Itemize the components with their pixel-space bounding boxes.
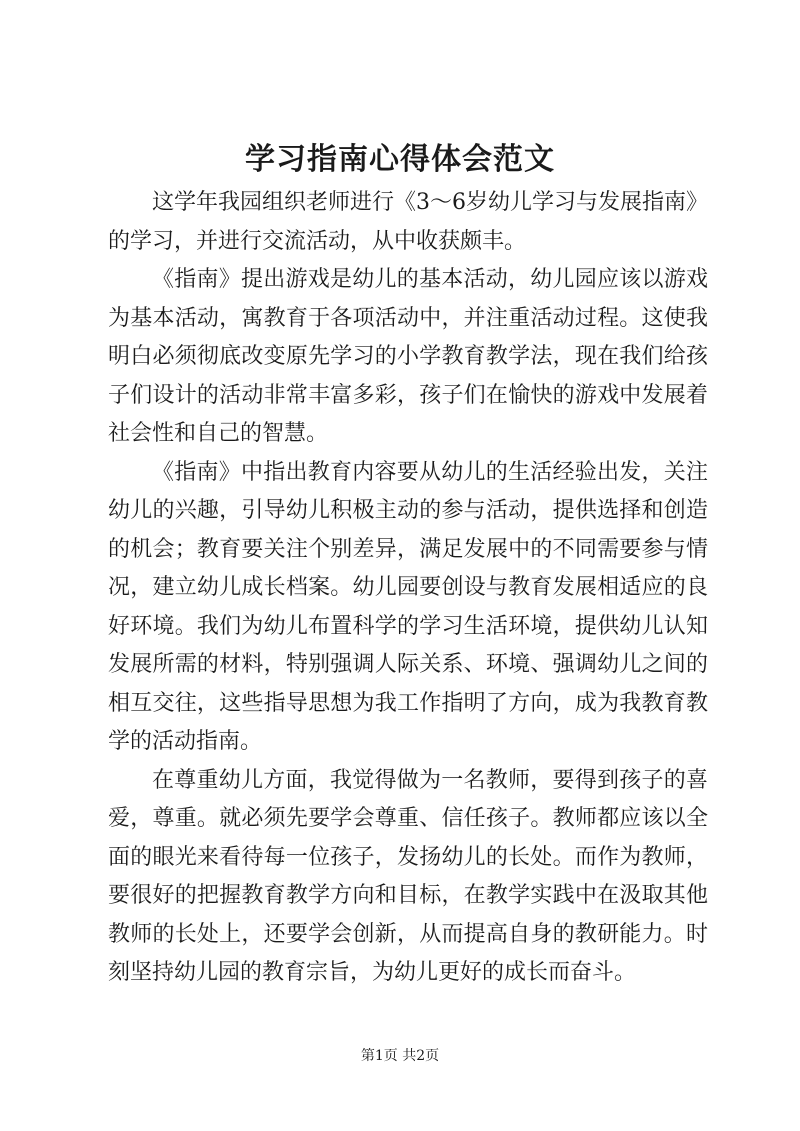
page-footer: 第1页 共2页: [360, 1048, 440, 1064]
page-title: 学习指南心得体会范文: [245, 142, 555, 177]
paragraph-games: 《指南》提出游戏是幼儿的基本活动，幼儿园应该以游戏为基本活动，寓教育于各项活动中，并注重活动过程。这使我明白必须彻底改变原先学习的小学教育教学法，现在我们给孩子们设计的活动非常丰富多彩，孩子们在愉快的游戏中发展着社会性和自己的智慧。: [108, 267, 708, 446]
document-body: [108, 184, 708, 993]
paragraph-respect-children: 在尊重幼儿方面，我觉得做为一名教师，要得到孩子的喜爱，尊重。就必须先要学会尊重、信任孩子。教师都应该以全面的眼光来看待每一位孩子，发扬幼儿的长处。而作为教师，要很好的把握教育教学方向和目标，在教学实践中在汲取其他教师的长处上，还要学会创新，从而提高自身的教研能力。时刻坚持幼儿园的教育宗旨，为幼儿更好的成长而奋斗。: [108, 767, 708, 985]
paragraph-intro: 这学年我园组织老师进行《3～6岁幼儿学习与发展指南》的学习，并进行交流活动，从中收获颇丰。: [108, 190, 708, 254]
paragraph-education-content: 《指南》中指出教育内容要从幼儿的生活经验出发，关注幼儿的兴趣，引导幼儿积极主动的参与活动，提供选择和创造的机会；教育要关注个别差异，满足发展中的不同需要参与情况，建立幼儿成长档案。幼儿园要创设与教育发展相适应的良好环境。我们为幼儿布置科学的学习生活环境，提供幼儿认知发展所需的材料，特别强调人际关系、环境、强调幼儿之间的相互交往，这些指导思想为我工作指明了方向，成为我教育教学的活动指南。: [108, 459, 708, 754]
